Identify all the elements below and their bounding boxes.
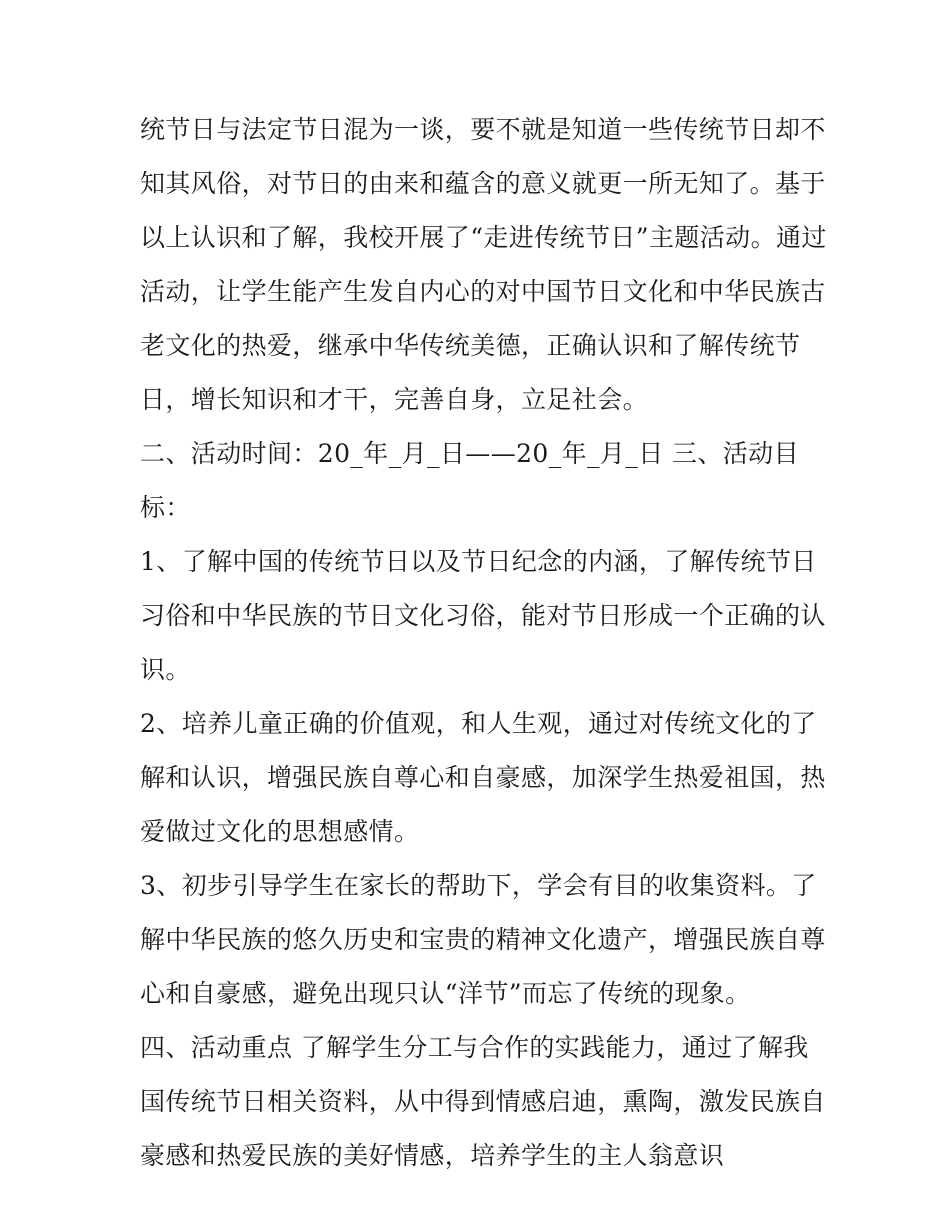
text-line: 解和认识，增强民族自尊心和自豪感，加深学生热爱祖国，热 [140,763,826,792]
text-line: 心和自豪感，避免出现只认“洋节”而忘了传统的现象。 [140,979,751,1008]
list-item-line: 3、初步引导学生在家长的帮助下，学会有目的收集资料。了 [140,871,817,900]
text-line: 国传统节日相关资料，从中得到情感启迪，熏陶，激发民族自 [140,1087,826,1116]
list-item-line: 2、培养儿童正确的价值观，和人生观，通过对传统文化的了 [140,709,817,738]
text-line: 日，增长知识和才干，完善自身，立足社会。 [140,385,649,414]
section-heading-line: 四、活动重点 了解学生分工与合作的实践能力，通过了解我 [140,1033,809,1062]
section-heading-line: 二、活动时间：20_年_月_日——20_年_月_日 三、活动目 [140,439,799,468]
text-line: 统节日与法定节日混为一谈，要不就是知道一些传统节日却不 [140,115,826,144]
text-line: 习俗和中华民族的节日文化习俗，能对节日形成一个正确的认 [140,601,826,630]
text-line: 标： [140,493,191,522]
text-line: 知其风俗，对节日的由来和蕴含的意义就更一所无知了。基于 [140,169,826,198]
list-item-line: 1、了解中国的传统节日以及节日纪念的内涵，了解传统节日 [140,547,817,576]
text-line: 爱做过文化的思想感情。 [140,817,420,846]
text-line: 老文化的热爱，继承中华传统美德，正确认识和了解传统节 [140,331,801,360]
text-line: 以上认识和了解，我校开展了“走进传统节日”主题活动。通过 [140,223,827,252]
text-line: 解中华民族的悠久历史和宝贵的精神文化遗产，增强民族自尊 [140,925,826,954]
text-line: 活动，让学生能产生发自内心的对中国节日文化和中华民族古 [140,277,826,306]
document-body [140,103,827,1183]
text-line: 识。 [140,655,191,684]
text-line: 豪感和热爱民族的美好情感，培养学生的主人翁意识 [140,1141,725,1170]
